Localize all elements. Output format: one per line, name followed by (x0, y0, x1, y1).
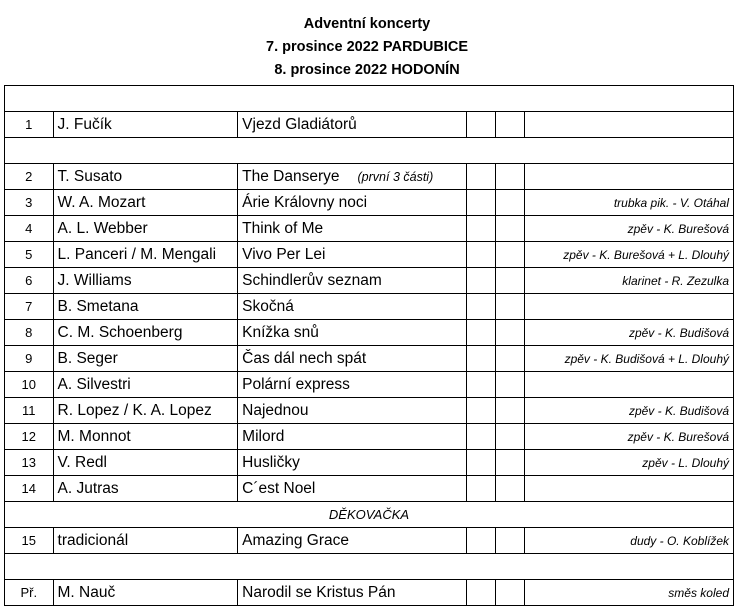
piece-title-cell (238, 398, 466, 424)
blank-cell (466, 294, 495, 320)
piece-title: Narodil se Kristus Pán (242, 583, 396, 601)
table-row (5, 398, 734, 424)
piece-title: The Danserye (242, 167, 340, 185)
piece-title-cell (238, 580, 466, 606)
blank-cell (495, 190, 524, 216)
blank-cell (495, 268, 524, 294)
piece-title-cell (238, 320, 466, 346)
table-row (5, 320, 734, 346)
performer-note-cell: zpěv - K. Burešová (524, 216, 733, 242)
piece-title-cell (238, 372, 466, 398)
blank-cell (495, 450, 524, 476)
row-number: 2 (5, 164, 54, 190)
blank-cell (495, 242, 524, 268)
piece-title: Vivo Per Lei (242, 245, 326, 263)
piece-title: Najednou (242, 401, 309, 419)
piece-title: Knížka snů (242, 323, 319, 341)
piece-title: C´est Noel (242, 479, 316, 497)
empty-cell (5, 86, 734, 112)
piece-title: Skočná (242, 297, 294, 315)
piece-title: Amazing Grace (242, 531, 349, 549)
empty-cell (5, 138, 734, 164)
table-row (5, 450, 734, 476)
program-table (4, 85, 734, 606)
blank-cell (466, 164, 495, 190)
row-number: 13 (5, 450, 54, 476)
blank-cell (495, 398, 524, 424)
blank-cell (495, 424, 524, 450)
piece-title: Čas dál nech spát (242, 349, 367, 367)
blank-cell (495, 216, 524, 242)
blank-cell (495, 580, 524, 606)
piece-title-cell (238, 450, 466, 476)
table-row (5, 164, 734, 190)
blank-cell (495, 294, 524, 320)
blank-cell (466, 242, 495, 268)
blank-cell (495, 346, 524, 372)
blank-cell (466, 216, 495, 242)
composer-cell: T. Susato (53, 164, 238, 190)
performer-note-cell (524, 164, 733, 190)
row-number: 14 (5, 476, 54, 502)
blank-cell (466, 398, 495, 424)
blank-cell (466, 528, 495, 554)
piece-title-cell (238, 242, 466, 268)
table-row (5, 294, 734, 320)
row-number: 7 (5, 294, 54, 320)
composer-cell: A. L. Webber (53, 216, 238, 242)
performer-note-cell: trubka pik. - V. Otáhal (524, 190, 733, 216)
performer-note-cell: zpěv - L. Dlouhý (524, 450, 733, 476)
table-row (5, 580, 734, 606)
composer-cell: R. Lopez / K. A. Lopez (53, 398, 238, 424)
piece-title-cell (238, 216, 466, 242)
blank-cell (466, 372, 495, 398)
composer-cell: V. Redl (53, 450, 238, 476)
header-title: Adventní koncerty (303, 16, 431, 32)
row-number: 1 (5, 112, 54, 138)
composer-cell: J. Williams (53, 268, 238, 294)
blank-cell (495, 476, 524, 502)
composer-cell: L. Panceri / M. Mengali (53, 242, 238, 268)
section-label: DĚKOVAČKA (5, 502, 734, 528)
piece-title: Árie Královny noci (242, 193, 368, 211)
piece-title: Husličky (242, 453, 300, 471)
performer-note-cell: zpěv - K. Budišová (524, 398, 733, 424)
blank-cell (495, 164, 524, 190)
composer-cell: B. Seger (53, 346, 238, 372)
table-row (5, 476, 734, 502)
empty-row (5, 86, 734, 112)
performer-note-cell: zpěv - K. Budišová (524, 320, 733, 346)
row-number: 3 (5, 190, 54, 216)
piece-title-cell (238, 164, 466, 190)
row-number: 6 (5, 268, 54, 294)
header-date-hodonin: 8. prosince 2022 HODONÍN (274, 62, 460, 78)
performer-note-cell: směs koled (524, 580, 733, 606)
performer-note-cell: zpěv - K. Burešová (524, 424, 733, 450)
blank-cell (466, 476, 495, 502)
composer-cell: B. Smetana (53, 294, 238, 320)
performer-note-cell: zpěv - K. Burešová + L. Dlouhý (524, 242, 733, 268)
piece-title-cell (238, 190, 466, 216)
blank-cell (495, 372, 524, 398)
piece-title: Vjezd Gladiátorů (242, 115, 357, 133)
blank-cell (495, 528, 524, 554)
piece-title-cell (238, 424, 466, 450)
piece-title: Polární express (242, 375, 350, 393)
piece-title-cell (238, 528, 466, 554)
piece-title: Schindlerův seznam (242, 271, 382, 289)
blank-cell (466, 580, 495, 606)
piece-title-cell (238, 346, 466, 372)
table-row (5, 528, 734, 554)
piece-title-cell (238, 476, 466, 502)
blank-cell (466, 346, 495, 372)
row-number: 12 (5, 424, 54, 450)
composer-cell: W. A. Mozart (53, 190, 238, 216)
composer-cell: M. Nauč (53, 580, 238, 606)
blank-cell (466, 320, 495, 346)
table-row (5, 346, 734, 372)
composer-cell: C. M. Schoenberg (53, 320, 238, 346)
composer-cell: tradicionál (53, 528, 238, 554)
performer-note-cell: klarinet - R. Zezulka (524, 268, 733, 294)
table-row (5, 112, 734, 138)
table-row (5, 372, 734, 398)
row-number: 8 (5, 320, 54, 346)
empty-row (5, 554, 734, 580)
row-number: Př. (5, 580, 54, 606)
piece-title-cell (238, 294, 466, 320)
blank-cell (495, 112, 524, 138)
piece-title: Milord (242, 427, 285, 445)
row-number: 9 (5, 346, 54, 372)
table-row (5, 190, 734, 216)
performer-note-cell (524, 476, 733, 502)
row-number: 5 (5, 242, 54, 268)
composer-cell: J. Fučík (53, 112, 238, 138)
blank-cell (466, 190, 495, 216)
section-row (5, 502, 734, 528)
performer-note-cell (524, 112, 733, 138)
composer-cell: M. Monnot (53, 424, 238, 450)
table-row (5, 268, 734, 294)
performer-note-cell (524, 294, 733, 320)
row-number: 15 (5, 528, 54, 554)
piece-subtitle: (první 3 části) (357, 169, 434, 184)
row-number: 4 (5, 216, 54, 242)
blank-cell (495, 320, 524, 346)
piece-title-cell (238, 112, 466, 138)
composer-cell: A. Jutras (53, 476, 238, 502)
empty-cell (5, 554, 734, 580)
blank-cell (466, 112, 495, 138)
piece-title: Think of Me (242, 219, 324, 237)
table-row (5, 216, 734, 242)
blank-cell (466, 424, 495, 450)
row-number: 11 (5, 398, 54, 424)
blank-cell (466, 268, 495, 294)
piece-title-cell (238, 268, 466, 294)
table-row (5, 424, 734, 450)
performer-note-cell: dudy - O. Koblížek (524, 528, 733, 554)
performer-note-cell: zpěv - K. Budišová + L. Dlouhý (524, 346, 733, 372)
blank-cell (466, 450, 495, 476)
performer-note-cell (524, 372, 733, 398)
table-row (5, 242, 734, 268)
composer-cell: A. Silvestri (53, 372, 238, 398)
row-number: 10 (5, 372, 54, 398)
header-date-pardubice: 7. prosince 2022 PARDUBICE (266, 39, 468, 55)
empty-row (5, 138, 734, 164)
